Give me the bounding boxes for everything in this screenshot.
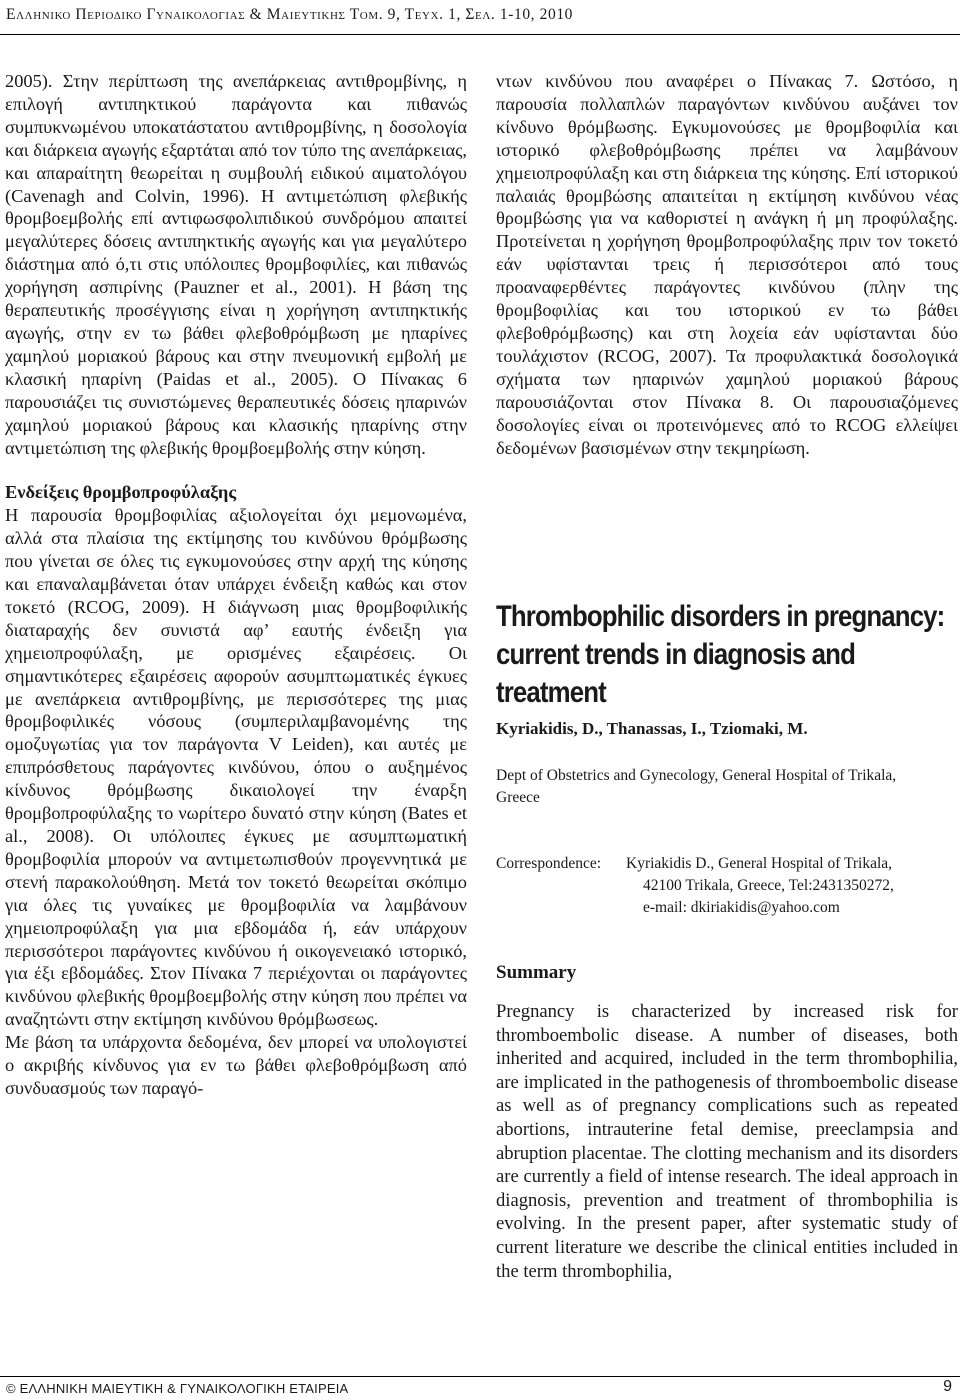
correspondence-line: Kyriakidis D., General Hospital of Trikala, bbox=[626, 855, 893, 872]
correspondence-email[interactable]: e-mail: dkiriakidis@yahoo.com bbox=[643, 899, 840, 916]
authors: Kyriakidis, D., Thanassas, I., Tziomaki, M. bbox=[496, 719, 808, 738]
paragraph-risk-factors: ντων κινδύνου που αναφέρει ο Πίνακας 7. Ωστόσο, η παρουσία πολλαπλών παραγόντων κινδύνου αυξάνει τον κίνδυνο θρόμβωσης. Εγκυμονούσες με θρομβοφιλία και ιστορικό φλεβοθρόμβωσης πρέπει να λαμβάνουν χημειοπροφύλαξη και στη διάρκεια της κύησης. Επί ιστορικού παλαιάς θρομβώσης απαιτείται η εκτίμηση κινδύνου νέας θρομβώσης για να καθοριστεί η ανάγκη ή μη προφύλαξης. Προτείνεται η χορήγηση θρομβοπροφύλαξης πριν τον τοκετό εάν υφίστανται τρεις ή περισσότεροι από τους προαναφερθέντες παράγοντες κινδύνου (πλην της θρομβοφιλίας και του ιστορικού εν τω βάθει φλεβοθρόμβωσης) και στη λοχεία εάν υφίστανται δύο τουλάχιστον (RCOG, 2007). Τα προφυλακτικά δοσολογικά σχήματα των ηπαρινών χαμηλού μοριακού βάρους παρουσιάζονται στον Πίνακα 8. Οι παρουσιαζόμενες δοσολογίες είναι οι προτεινόμενες από το RCOG ελλείψει δεδομένων βασισμένων στην τεκμηρίωση. bbox=[496, 71, 958, 458]
page-number: 9 bbox=[943, 1378, 952, 1395]
paragraph-data-based: Με βάση τα υπάρχοντα δεδομένα, δεν μπορεί να υπολογιστεί ο ακριβής κίνδυνος για εν τω βάθει φλεβοθρόμβωση από συνδυασμούς των παραγό- bbox=[5, 1032, 467, 1098]
affiliation: Dept of Obstetrics and Gynecology, General Hospital of Trikala, Greece bbox=[496, 767, 897, 806]
paragraph-continuation: 2005). Στην περίπτωση της ανεπάρκειας αντιθρομβίνης, η επιλογή αντιπηκτικού παράγοντα και πιθανώς συμπυκνωμένου υποκατάστατου αντιθρομβίνης, η δοσολογία και διάρκεια αγωγής εξαρτάται από τον τύπο της ανεπάρκειας, και απαραίτητη θεωρείται η συμβουλή ειδικού αιματολόγου (Cavenagh and Colvin, 1996). Η αντιμετώπιση φλεβικής θρομβοεμβολής επί αντιφωσφολιπιδικού συνδρόμου απαιτεί μεγαλύτερες δόσεις αντιπηκτικής αγωγής και για μεγαλύτερο διάστημα από ό,τι στις υπόλοιπες θρομβοφιλίες, και πιθανώς χορήγηση ασπιρίνης (Pauzner et al., 2001). Η βάση της θεραπευτικής προσέγγισης είναι η χορήγηση αντιπηκτικής αγωγής, στην εν τω βάθει φλεβοθρόμβωση με ηπαρίνες χαμηλού μοριακού βάρους και στην πνευμονική εμβολή με κλασική ηπαρίνη (Paidas et al., 2005). Ο Πίνακας 6 παρουσιάζει τις συνιστώμενες θεραπευτικές δόσεις ηπαρινών χαμηλού μοριακού βάρους και κλασικής ηπαρίνης στην αντιμετώπιση της φλεβικής θρομβοεμβολής στην κύηση. bbox=[5, 71, 467, 458]
paragraph-thromboprophylaxis: Η παρουσία θρομβοφιλίας αξιολογείται όχι μεμονωμένα, αλλά στα πλαίσια της εκτίμησης του κινδύνου θρόμβωσης που γίνεται σε όλες τις εγκυμονούσες στην αρχή της κύησης και επαναλαμβάνεται όταν υπάρχει ένδειξη καθώς και στον τοκετό (RCOG, 2009). Η διάγνωση μιας θρομβοφιλικής διαταραχής δεν συνιστά αφ’ εαυτής ένδειξη για χημειοπροφύλαξη, με ορισμένες εξαιρέσεις. Οι σημαντικότερες εξαιρέσεις αφορούν ασυμπτωματικές έγκυες με ανεπάρκεια αντιθρομβίνης, με περισσότερες της μιας θρομβοφιλικές νόσους (συμπεριλαμβανομένης της ομοζυγωτίας για τον παράγοντα V Leiden), και αυτές με επιπρόσθετους παράγοντες κινδύνου, όπου ο αυξημένος κίνδυνος θρόμβωσης δικαιολογεί την έναρξη θρομβοπροφύλαξης το νωρίτερο δυνατό στην κύηση (Bates et al., 2008). Οι υπόλοιπες έγκυες με ασυμπτωματική θρομβοφιλία μπορούν να αντιμετωπισθούν προγεννητικά με στενή παρακολούθηση. Μετά τον τοκετό θεωρείται σκόπιμο για όλες τις γυναίκες με θρομβοφιλία να λαμβάνουν χημειοπροφύλαξη για μια εβδομάδα ή, εάν υπάρχουν περισσότεροι παράγοντες κινδύνου ή οικογενειακό ιστορικό, για έξι εβδομάδες. Στον Πίνακα 7 περιέχονται οι παράγοντες κινδύνου φλεβικής θρομβοεμβολής στην κύηση που πρέπει να αναζητώντι στην εκτίμηση κινδύνου θρόμβωσεως. bbox=[5, 505, 467, 1030]
footer-society: © ΕΛΛΗΝΙΚΗ ΜΑΙΕΥΤΙΚΗ & ΓΥΝΑΙΚΟΛΟΓΙΚΗ ΕΤΑΙΡΕΙΑ bbox=[6, 1381, 349, 1396]
summary-heading: Summary bbox=[496, 962, 577, 983]
running-header: Ελληνικο Περιοδικο Γυναικολογιας & Μαιευτικης Τομ. 9, Τευχ. 1, Σελ. 1-10, 2010 bbox=[6, 6, 574, 23]
correspondence-line: 42100 Trikala, Greece, Tel:2431350272, bbox=[643, 877, 894, 894]
english-title: Thrombophilic disorders in pregnancy: current trends in diagnosis and treatment bbox=[496, 600, 945, 709]
correspondence-label: Correspondence: bbox=[496, 855, 602, 872]
correspondence bbox=[496, 853, 956, 919]
right-column bbox=[496, 70, 958, 459]
summary-text: Pregnancy is characterized by increased risk for thromboembolic disease. A number of diseases, both inherited and acquired, included in the term thrombophilia, are implicated in the pathogenesis of thromboembolic disease as well as of pregnancy complications such as repeated abortions, intrauterine fetal demise, preeclampsia and abruption placentae. The clotting mechanism and its disorders are currently a field of intense research. The ideal approach in diagnosis, prevention and treatment of thrombophilia is evolving. In the present paper, after systematic study of current literature we describe the clinical entities included in the term thrombophilia, bbox=[496, 1001, 958, 1282]
footer-rule bbox=[0, 1376, 960, 1377]
section-title: Ενδείξεις θρομβοπροφύλαξης bbox=[5, 482, 237, 503]
header-rule bbox=[0, 34, 960, 35]
left-column bbox=[5, 70, 467, 1100]
correspondence-details bbox=[626, 853, 956, 919]
